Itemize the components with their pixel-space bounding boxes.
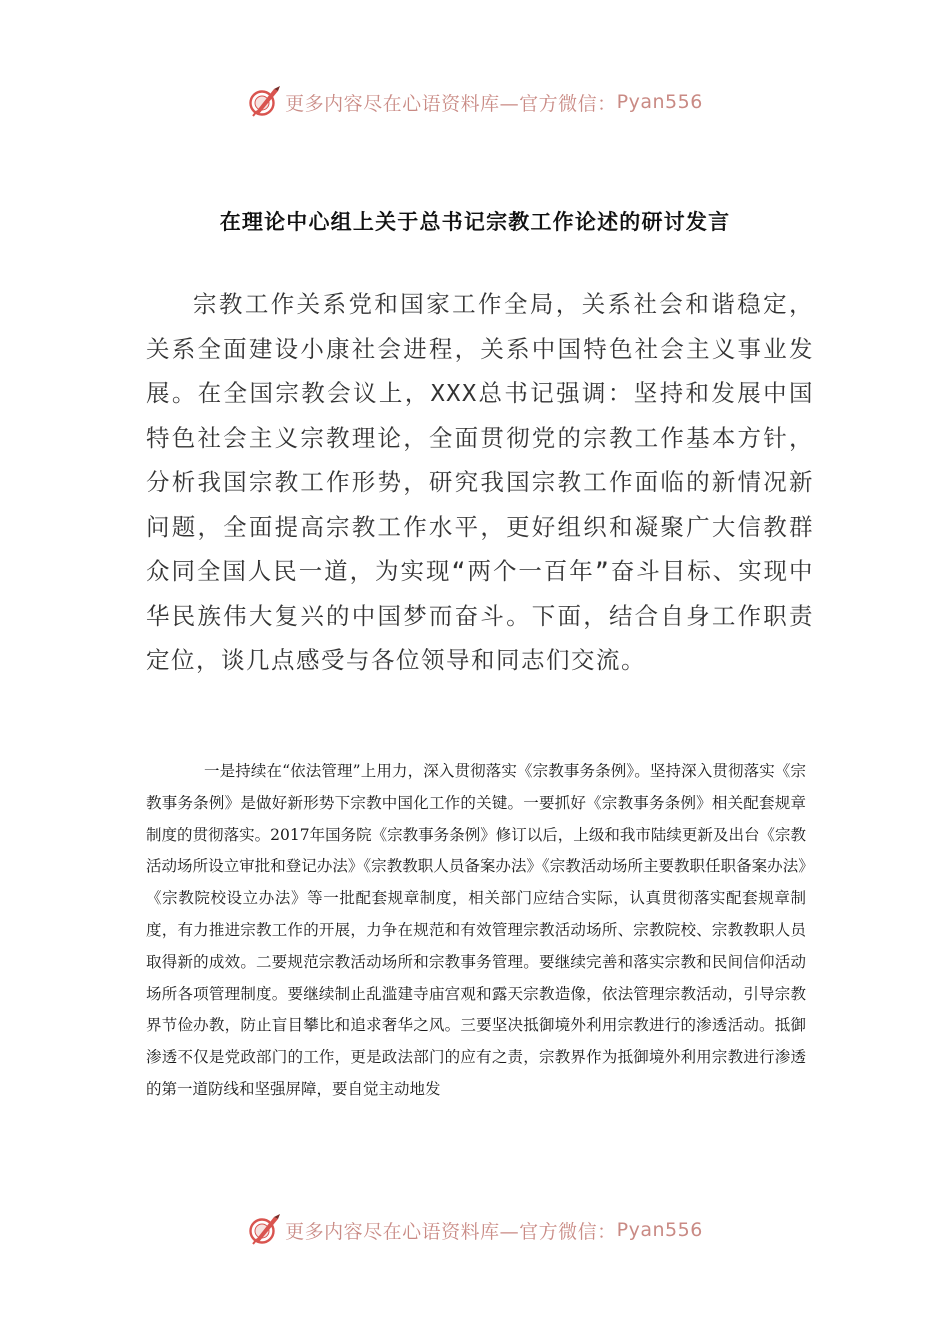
banner-wechat-id: Pyan556	[616, 91, 703, 113]
quill-pen-logo-icon	[247, 85, 281, 119]
body-paragraph: 一是持续在“依法管理”上用力，深入贯彻落实《宗教事务条例》。坚持深入贯彻落实《宗教事务条例》是做好新形势下宗教中国化工作的关键。一要抓好《宗教事务条例》相关配套规章制度的贯彻落实。2017年国务院《宗教事务条例》修订以后，上级和我市陆续更新及出台《宗教活动场所设立审批和登记办法》《宗教教职人员备案办法》《宗教活动场所主要教职任职备案办法》《宗教院校设立办法》等一批配套规章制度，相关部门应结合实际，认真贯彻落实配套规章制度，有力推进宗教工作的开展，力争在规范和有效管理宗教活动场所、宗教院校、宗教教职人员取得新的成效。二要规范宗教活动场所和宗教事务管理。要继续完善和落实宗教和民间信仰活动场所各项管理制度。要继续制止乱滥建寺庙宫观和露天宗教造像，依法管理宗教活动，引导宗教界节俭办教，防止盲目攀比和追求奢华之风。三要坚决抵御境外利用宗教进行的渗透活动。抵御渗透不仅是党政部门的工作，更是政法部门的应有之责，宗教界作为抵御境外利用宗教进行渗透的第一道防线和坚强屏障，要自觉主动地发	[146, 762, 806, 1098]
header-banner	[0, 82, 950, 122]
intro-paragraph: 宗教工作关系党和国家工作全局，关系社会和谐稳定，关系全面建设小康社会进程，关系中国特色社会主义事业发展。在全国宗教会议上，XXX总书记强调：坚持和发展中国特色社会主义宗教理论，全面贯彻党的宗教工作基本方针，分析我国宗教工作形势，研究我国宗教工作面临的新情况新问题，全面提高宗教工作水平，更好组织和凝聚广大信教群众同全国人民一道，为实现“两个一百年”奋斗目标、实现中华民族伟大复兴的中国梦而奋斗。下面，结合自身工作职责定位，谈几点感受与各位领导和同志们交流。	[146, 290, 814, 674]
quill-pen-logo-icon	[247, 1213, 281, 1247]
footer-banner	[0, 1210, 950, 1250]
banner-text: 更多内容尽在心语资料库—官方微信：	[285, 1220, 617, 1243]
document-title: 在理论中心组上关于总书记宗教工作论述的研讨发言	[219, 209, 731, 234]
banner-text: 更多内容尽在心语资料库—官方微信：	[285, 92, 617, 115]
banner-wechat-id: Pyan556	[616, 1219, 703, 1241]
